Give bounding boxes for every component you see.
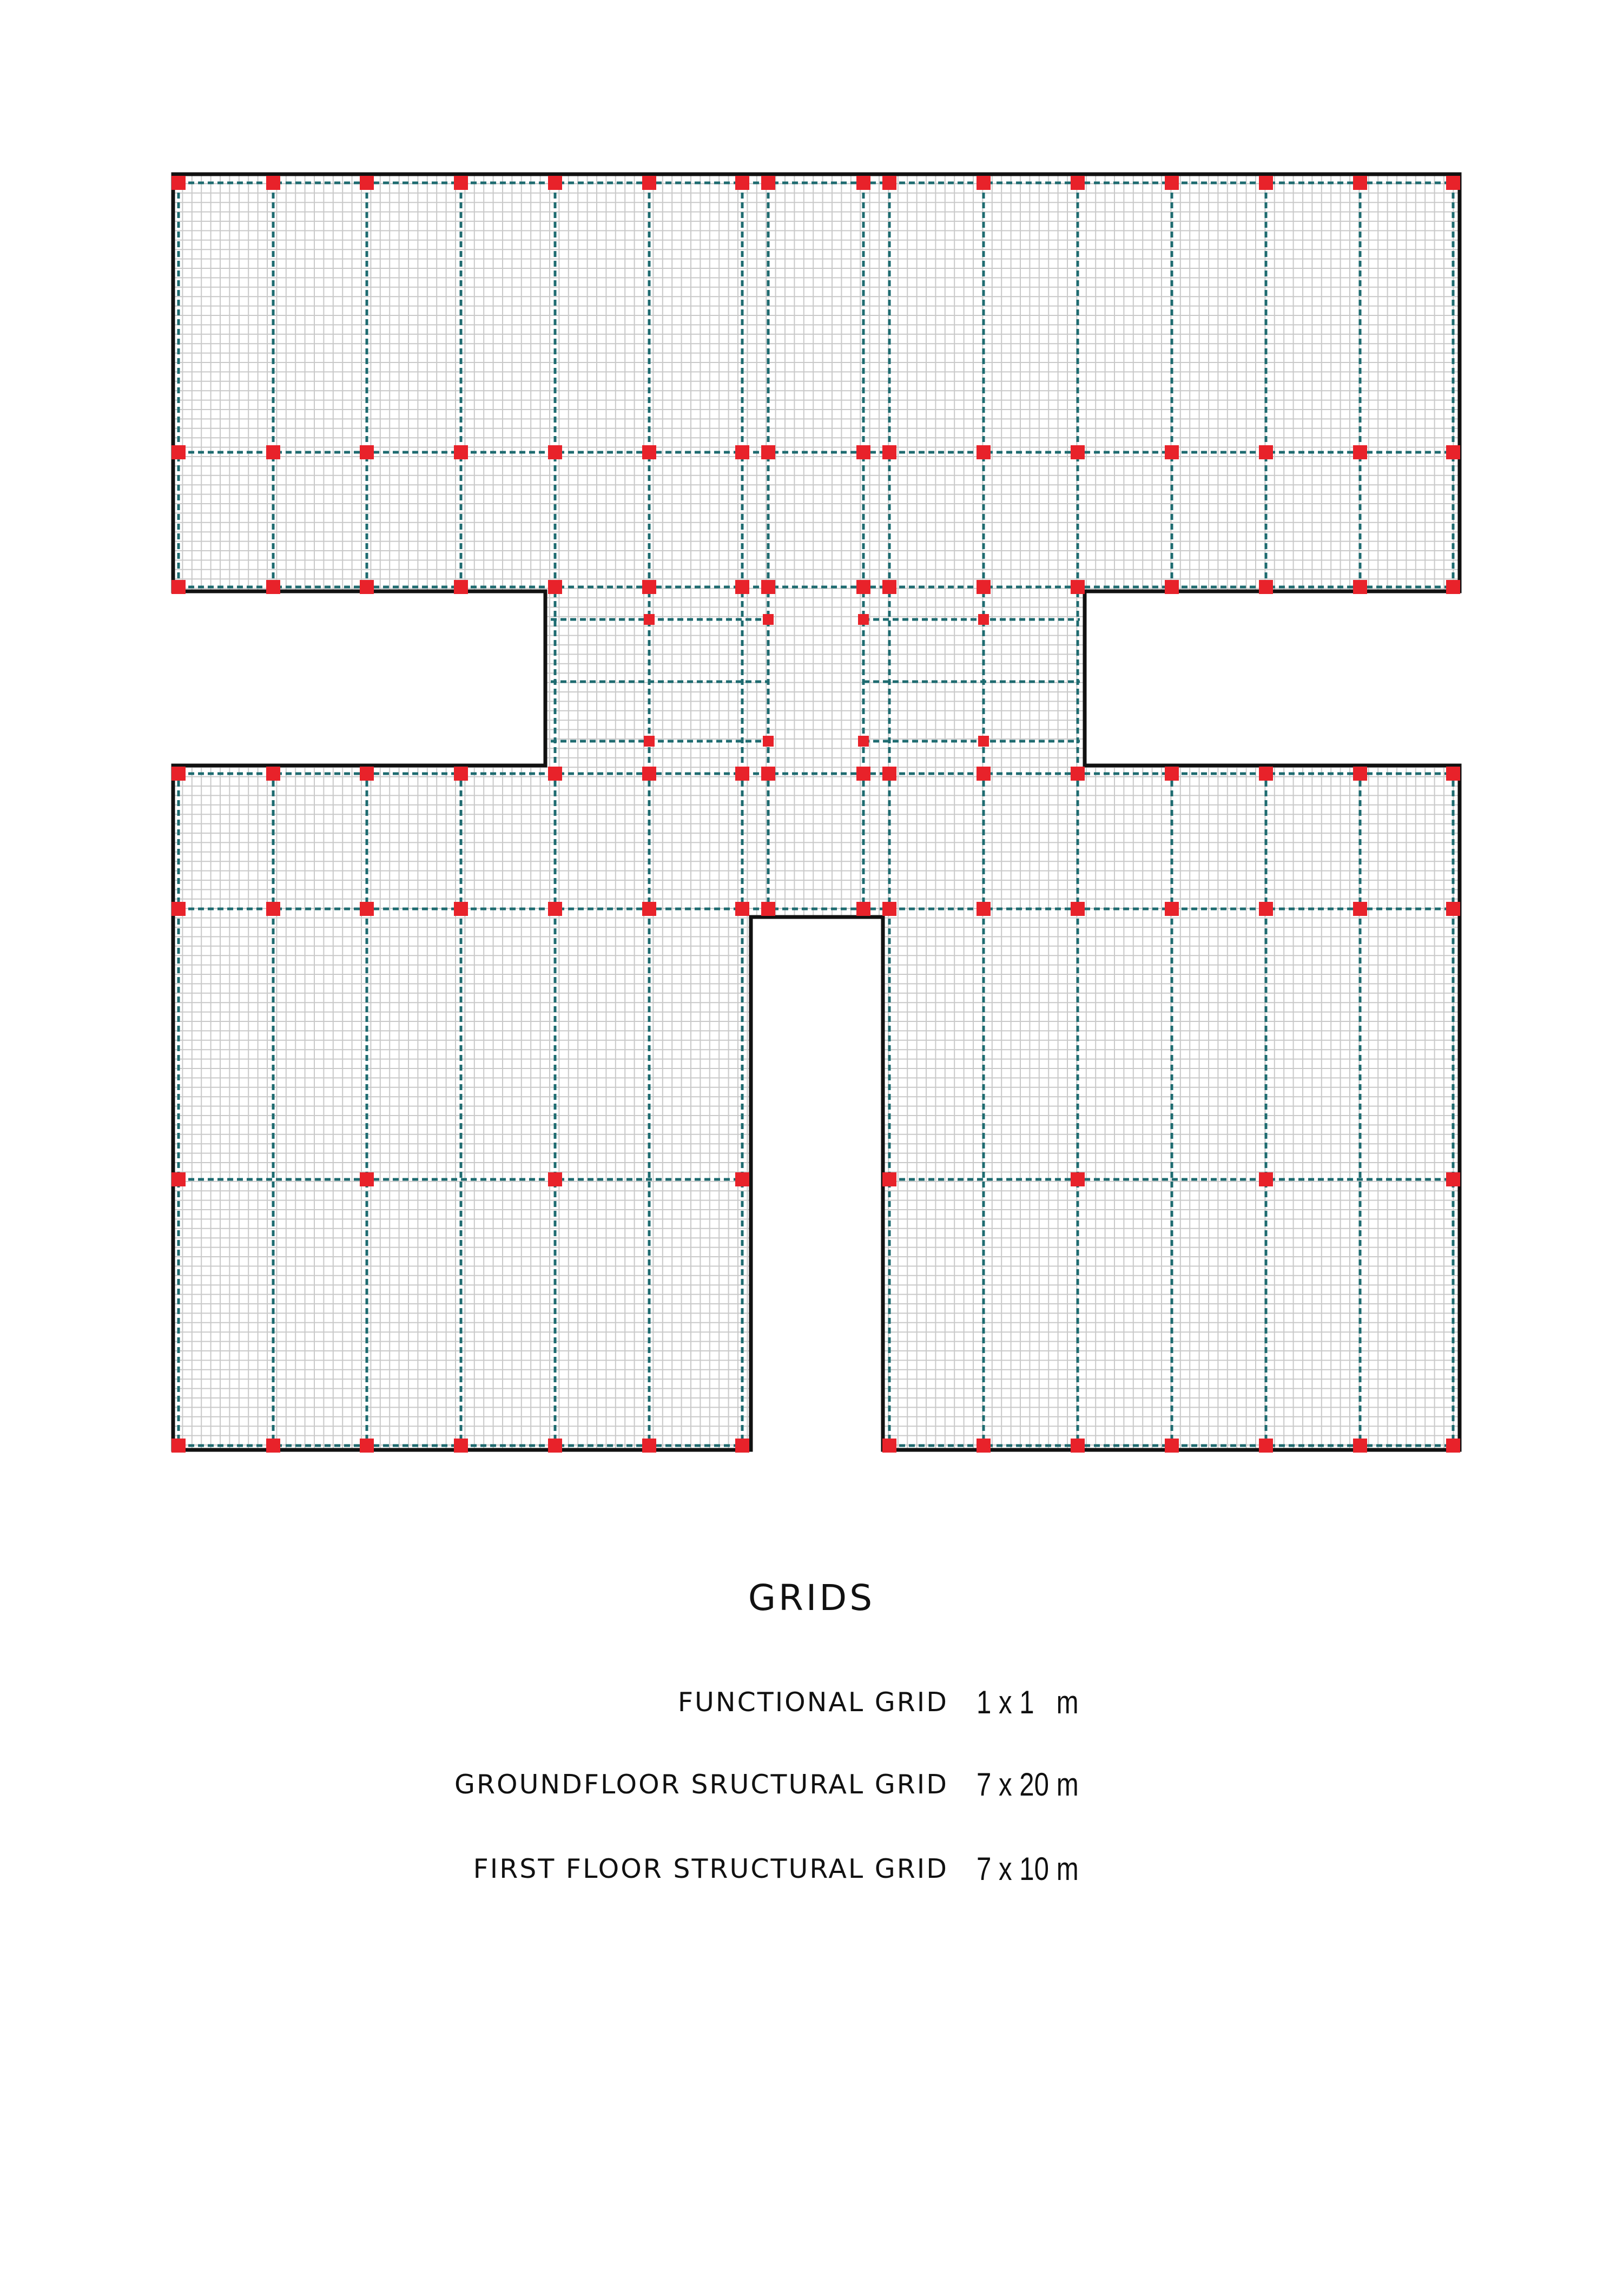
column-marker xyxy=(1165,445,1179,459)
legend-label: FUNCTIONAL GRID xyxy=(677,1687,948,1718)
legend-label: FIRST FLOOR STRUCTURAL GRID xyxy=(473,1853,948,1884)
column-marker xyxy=(360,1172,374,1186)
column-marker xyxy=(642,176,656,190)
column-marker xyxy=(360,902,374,916)
column-marker xyxy=(642,445,656,459)
column-marker xyxy=(763,614,774,625)
legend-row-groundfloor-grid xyxy=(0,1766,1623,1812)
column-marker xyxy=(548,580,562,594)
column-marker xyxy=(1446,767,1460,781)
column-marker xyxy=(266,580,280,594)
column-marker xyxy=(360,1439,374,1453)
column-marker xyxy=(171,580,186,594)
column-marker xyxy=(761,767,775,781)
column-marker xyxy=(266,176,280,190)
column-marker xyxy=(856,176,870,190)
column-marker xyxy=(1071,1439,1085,1453)
column-marker xyxy=(266,902,280,916)
column-marker xyxy=(1446,445,1460,459)
column-marker xyxy=(735,767,749,781)
column-marker xyxy=(171,1172,186,1186)
column-marker xyxy=(882,176,896,190)
column-marker xyxy=(1446,580,1460,594)
column-marker xyxy=(1353,176,1367,190)
column-marker xyxy=(360,176,374,190)
column-marker xyxy=(1165,1439,1179,1453)
column-marker xyxy=(171,176,186,190)
column-marker xyxy=(548,176,562,190)
column-marker xyxy=(642,580,656,594)
legend-value: 1 x 1 m xyxy=(977,1684,1079,1720)
column-marker xyxy=(856,767,870,781)
column-marker xyxy=(1071,767,1085,781)
column-marker xyxy=(1353,1439,1367,1453)
column-marker xyxy=(1071,176,1085,190)
column-marker xyxy=(856,445,870,459)
column-marker xyxy=(360,445,374,459)
column-marker xyxy=(735,580,749,594)
column-marker xyxy=(171,1439,186,1453)
column-marker xyxy=(1165,767,1179,781)
column-marker xyxy=(548,1439,562,1453)
column-marker xyxy=(1446,176,1460,190)
column-marker xyxy=(882,445,896,459)
column-marker xyxy=(1071,580,1085,594)
column-marker xyxy=(735,1172,749,1186)
column-marker xyxy=(454,580,468,594)
column-marker xyxy=(1353,445,1367,459)
column-marker xyxy=(1259,1172,1273,1186)
column-marker xyxy=(454,176,468,190)
column-marker xyxy=(735,902,749,916)
column-marker xyxy=(1071,902,1085,916)
column-marker xyxy=(548,445,562,459)
column-marker xyxy=(761,445,775,459)
column-marker xyxy=(171,767,186,781)
legend-title: GRIDS xyxy=(748,1577,875,1619)
column-marker xyxy=(882,902,896,916)
column-marker xyxy=(454,1439,468,1453)
column-marker xyxy=(1353,580,1367,594)
legend-row-functional-grid xyxy=(0,1684,1623,1730)
column-marker xyxy=(171,445,186,459)
column-marker xyxy=(548,767,562,781)
column-marker xyxy=(858,736,869,747)
column-marker xyxy=(1259,767,1273,781)
column-marker xyxy=(644,614,655,625)
legend-row-first-floor-grid xyxy=(0,1853,1623,1897)
column-marker xyxy=(266,1439,280,1453)
column-marker xyxy=(454,445,468,459)
column-marker xyxy=(642,1439,656,1453)
column-marker xyxy=(977,1439,991,1453)
column-marker xyxy=(856,902,870,916)
column-marker xyxy=(171,902,186,916)
column-marker xyxy=(548,902,562,916)
column-marker xyxy=(548,1172,562,1186)
column-marker xyxy=(977,580,991,594)
column-marker xyxy=(1353,902,1367,916)
column-marker xyxy=(1071,1172,1085,1186)
column-marker xyxy=(977,902,991,916)
column-marker xyxy=(858,614,869,625)
column-marker xyxy=(1259,1439,1273,1453)
column-marker xyxy=(644,736,655,747)
column-marker xyxy=(1446,1172,1460,1186)
column-marker xyxy=(761,176,775,190)
legend-value: 7 x 20 m xyxy=(977,1766,1079,1803)
legend-value: 7 x 10 m xyxy=(977,1851,1079,1887)
column-marker xyxy=(882,1439,896,1453)
column-marker xyxy=(735,176,749,190)
column-marker xyxy=(735,1439,749,1453)
column-marker xyxy=(1259,445,1273,459)
column-marker xyxy=(978,736,989,747)
column-marker xyxy=(360,580,374,594)
column-marker xyxy=(763,736,774,747)
column-marker xyxy=(454,902,468,916)
column-marker xyxy=(1446,902,1460,916)
column-marker xyxy=(1071,445,1085,459)
column-marker xyxy=(268,768,279,779)
column-marker xyxy=(1165,580,1179,594)
legend-label: GROUNDFLOOR SRUCTURAL GRID xyxy=(454,1769,948,1800)
column-marker xyxy=(1259,176,1273,190)
column-marker xyxy=(882,767,896,781)
column-marker xyxy=(761,902,775,916)
column-marker xyxy=(1259,902,1273,916)
column-marker xyxy=(644,768,655,779)
column-marker xyxy=(266,445,280,459)
column-marker xyxy=(1165,902,1179,916)
column-marker xyxy=(978,768,989,779)
column-marker xyxy=(735,445,749,459)
column-marker xyxy=(1355,768,1365,779)
column-marker xyxy=(1446,1439,1460,1453)
column-marker xyxy=(977,445,991,459)
column-marker xyxy=(882,580,896,594)
column-marker xyxy=(1259,580,1273,594)
column-marker xyxy=(761,580,775,594)
column-marker xyxy=(856,580,870,594)
column-marker xyxy=(360,767,374,781)
column-marker xyxy=(978,614,989,625)
column-marker xyxy=(642,902,656,916)
column-marker xyxy=(454,767,468,781)
column-marker xyxy=(1165,176,1179,190)
column-marker xyxy=(977,176,991,190)
column-marker xyxy=(882,1172,896,1186)
